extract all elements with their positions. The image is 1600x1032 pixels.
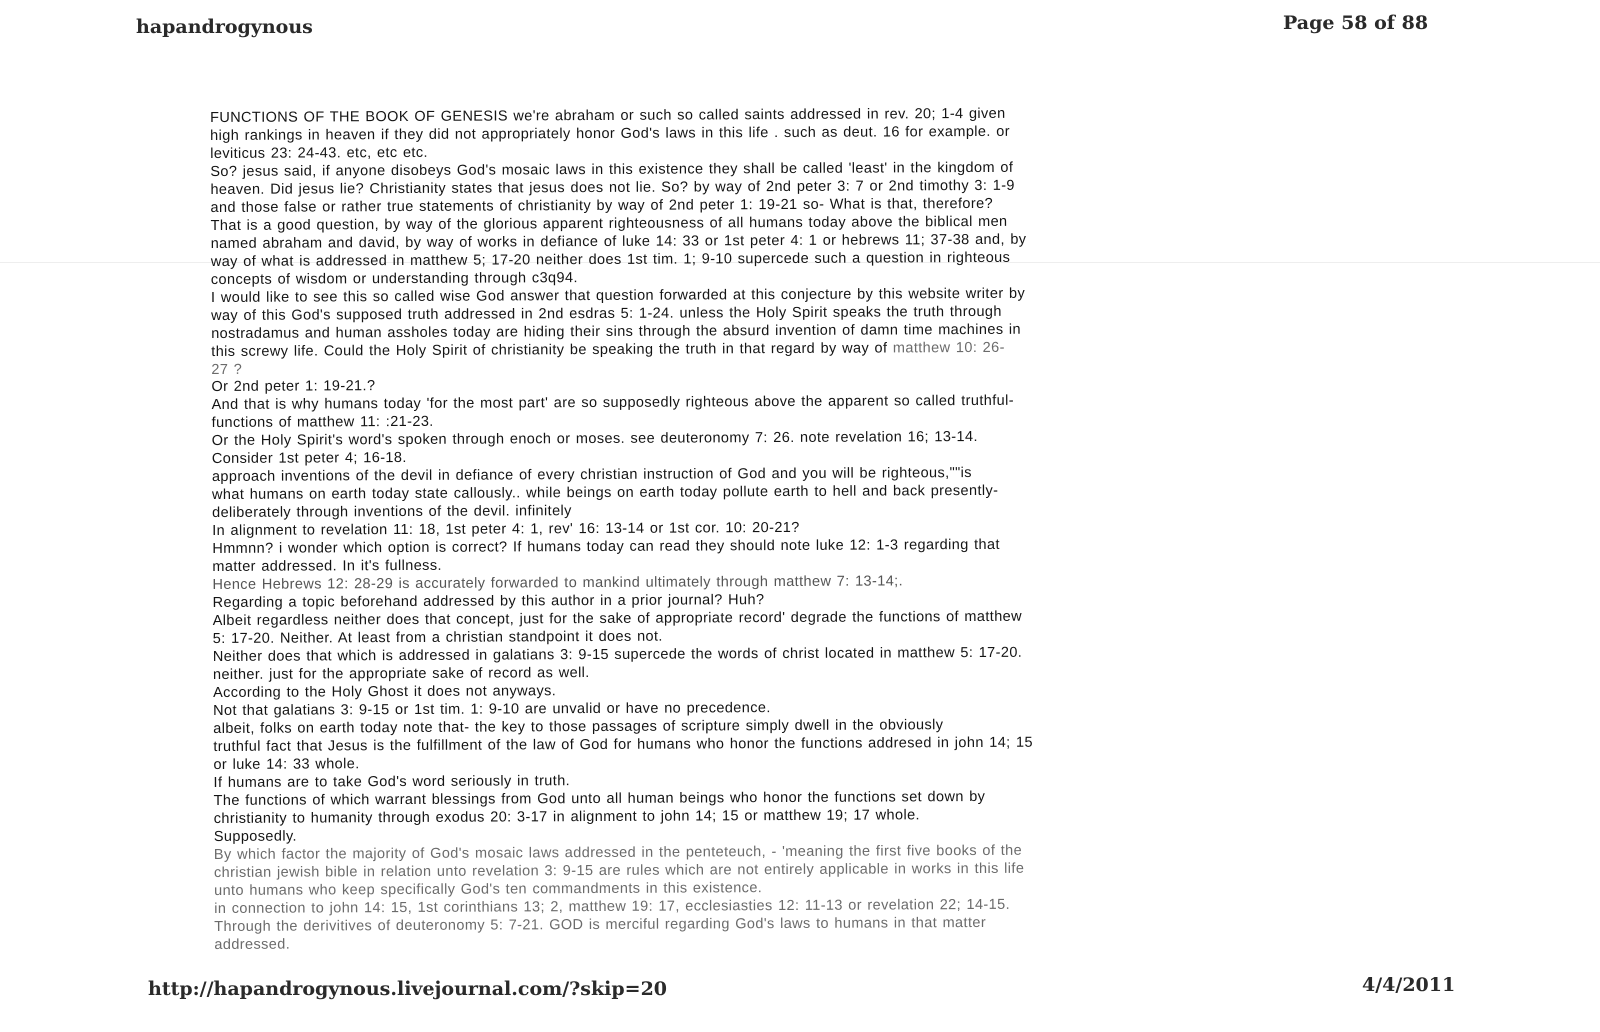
body-line: high rankings in heaven if they did not appropriately honor God's laws in this life . such as deut. 16 for example. or — [210, 123, 1010, 144]
body-line: So? jesus said, if anyone disobeys God's mosaic laws in this existence they shall be called 'least' in the kingdom of — [210, 159, 1014, 180]
body-line: approach inventions of the devil in defiance of every christian instruction of God and you will be righteous,""is — [211, 465, 972, 485]
body-line: If humans are to take God's word seriously in truth. — [213, 773, 571, 791]
body-line: Consider 1st peter 4; 16-18. — [211, 449, 407, 467]
document-body — [210, 103, 1474, 960]
footer-date: 4/4/2011 — [1362, 974, 1456, 996]
body-line: christian jewish bible in relation unto revelation 3: 9-15 are rules which are not entirely applicable in works in this life — [213, 860, 1025, 881]
body-line: Regarding a topic beforehand addressed by this author in a prior journal? Huh? — [212, 592, 765, 611]
body-line: in connection to john 14: 15, 1st corinthians 13; 2, matthew 19: 17, ecclesiasties 12: 11-13 or revelation 22; 14-15. — [214, 896, 1011, 917]
body-line: concepts of wisdom or understanding through c3q94. — [210, 270, 578, 288]
body-line: Albeit regardless neither does that concept, just for the sake of appropriate record' degrade the functions of matthew — [212, 608, 1023, 629]
body-line: In alignment to revelation 11: 18, 1st peter 4: 1, rev' 16: 13-14 or 1st cor. 10: 20-21? — [212, 519, 800, 539]
body-line: Or the Holy Spirit's word's spoken through enoch or moses. see deuteronomy 7: 26. note revelation 16; 13-14. — [211, 428, 978, 449]
body-line: and those false or rather true statements of christianity by way of 2nd peter 1: 19-21 so- What is that, therefore? — [210, 195, 994, 216]
body-line: Through the derivitives of deuteronomy 5: 7-21. GOD is merciful regarding God's laws to humans in that matter — [214, 914, 987, 935]
body-line: nostradamus and human assholes today are hiding their sins through the absurd invention of damn time machines in — [211, 321, 1022, 342]
footer-url: http://hapandrogynous.livejournal.com/?skip=20 — [148, 978, 668, 1000]
body-line: leviticus 23: 24-43. etc, etc etc. — [210, 144, 428, 162]
body-line: Or 2nd peter 1: 19-21.? — [211, 378, 376, 395]
body-line: heaven. Did jesus lie? Christianity states that jesus does not lie. So? by way of 2nd peter 3: 7 or 2nd timothy 3: 1-9 — [210, 177, 1015, 198]
body-line: The functions of which warrant blessings from God unto all human beings who honor the functions set down by — [213, 788, 986, 809]
body-line: or luke 14: 33 whole. — [213, 756, 360, 773]
body-line: According to the Holy Ghost it does not anyways. — [213, 683, 557, 701]
body-line: Supposedly. — [213, 828, 297, 845]
body-line: That is a good question, by way of the glorious apparent righteousness of all humans today above the biblical men — [210, 213, 1008, 234]
body-line: named abraham and david, by way of works in defiance of luke 14: 33 or 1st peter 4: 1 or hebrews 11; 37-38 and, by — [210, 231, 1027, 252]
body-line: way of what is addressed in matthew 5; 17-20 neither does 1st tim. 1; 9-10 supercede such a question in righteous — [210, 249, 1011, 270]
body-line: albeit, folks on earth today note that- the key to those passages of scripture simply dwell in the obviously — [213, 717, 944, 737]
body-line: Not that galatians 3: 9-15 or 1st tim. 1: 9-10 are unvalid or have no precedence. — [213, 700, 771, 719]
body-line: Neither does that which is addressed in galatians 3: 9-15 supercede the words of christ located in matthew 5: 17-20. — [212, 644, 1023, 665]
body-line-text: this screwy life. Could the Holy Spirit of christianity be speaking the truth in that regard by way of — [211, 340, 888, 360]
body-line: 27 ? — [211, 361, 243, 378]
body-line: addressed. — [214, 936, 291, 953]
body-line: Hence Hebrews 12: 28-29 is accurately forwarded to mankind ultimately through matthew 7: 13-14;. — [212, 573, 904, 593]
body-line: By which factor the majority of God's mosaic laws addressed in the penteteuch, - 'meaning the first five books of the — [213, 842, 1023, 863]
body-line: way of this God's supposed truth addressed in 2nd esdras 5: 1-24. unless the Holy Spirit speaks the truth through — [211, 303, 1002, 324]
body-line: christianity to humanity through exodus 20: 3-17 in alignment to john 14; 15 or matthew 19; 17 whole. — [213, 807, 921, 827]
body-line: what humans on earth today state callously.. while beings on earth today pollute earth to hell and back presently- — [211, 482, 999, 503]
body-line: truthful fact that Jesus is the fulfillment of the law of God for humans who honor the functions addresed in john 14; 15 — [213, 734, 1033, 755]
body-line: functions of matthew 11: :21-23. — [211, 413, 434, 431]
body-line: unto humans who keep specifically God's ten commandments in this existence. — [214, 880, 763, 899]
inline-reference: matthew 10: 26- — [892, 339, 1005, 357]
body-line — [211, 340, 1005, 361]
body-line: neither. just for the appropriate sake of record as well. — [212, 665, 590, 683]
body-line: FUNCTIONS OF THE BOOK OF GENESIS we're abraham or such so called saints addressed in rev. 20; 1-4 given — [210, 105, 1006, 126]
body-line: I would like to see this so called wise God answer that question forwarded at this conjecture by this website writer by — [210, 285, 1026, 306]
body-line: deliberately through inventions of the devil. infinitely — [212, 503, 572, 521]
page-number: Page 58 of 88 — [1283, 12, 1429, 34]
body-line: matter addressed. In it's fullness. — [212, 557, 442, 575]
body-line: And that is why humans today 'for the most part' are so supposedly righteous above the apparent so called truthful- — [211, 392, 1014, 413]
body-line: 5: 17-20. Neither. At least from a christian standpoint it does not. — [212, 628, 663, 647]
site-name-header: hapandrogynous — [136, 16, 313, 38]
body-line: Hmmnn? i wonder which option is correct? If humans today can read they should note luke 12: 1-3 regarding that — [212, 536, 1000, 557]
